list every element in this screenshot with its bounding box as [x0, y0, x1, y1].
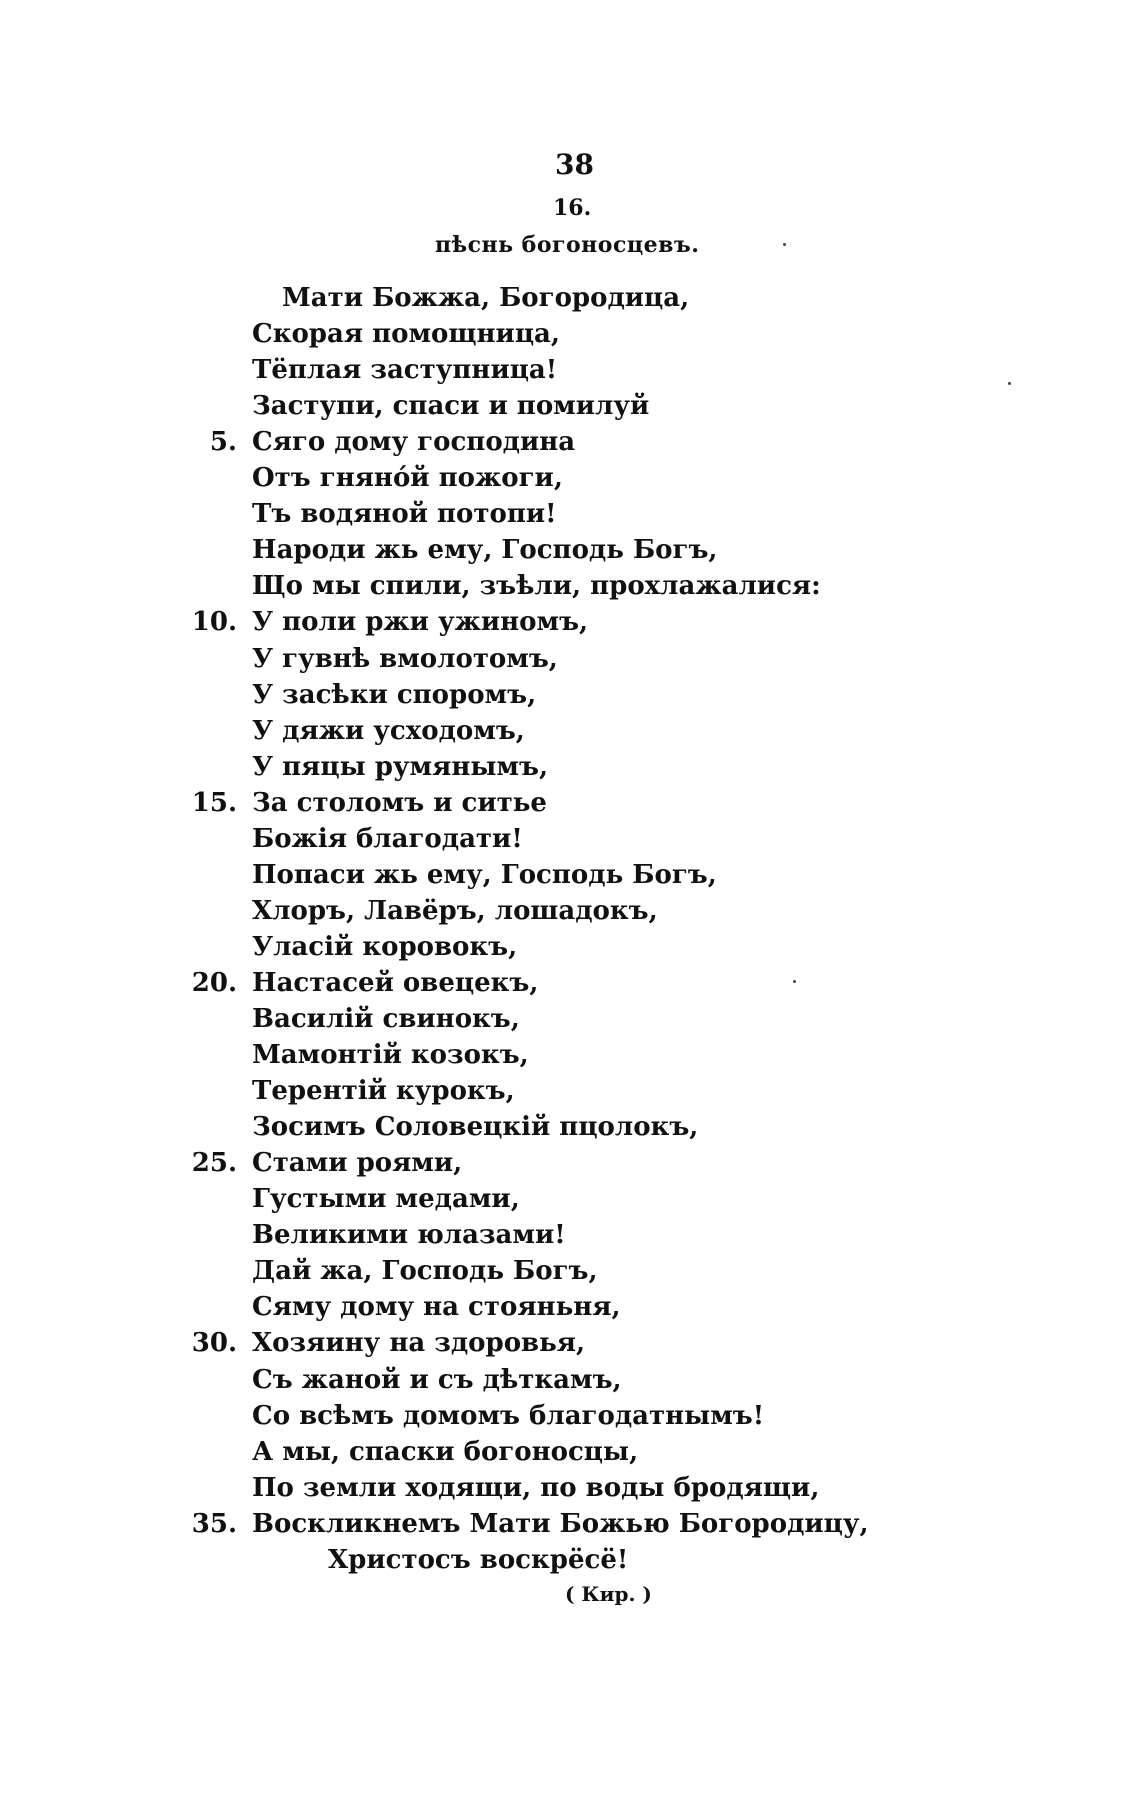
verse-line: А мы, спаски богоносцы, [252, 1437, 639, 1467]
verse-line: Великими юлазами! [252, 1220, 566, 1250]
verse-line: Сяго дому господина [252, 427, 576, 457]
verse-line: По земли ходящи, по воды бродящи, [252, 1473, 820, 1503]
song-number: 16. [553, 195, 592, 221]
verse-line: Хлоръ, Лавёръ, лошадокъ, [252, 896, 658, 926]
line-number: 15. [191, 788, 237, 818]
verse-line: У гувнѣ вмолотомъ, [252, 644, 558, 674]
verse-line: Що мы спили, зъѣли, прохлажалися: [252, 571, 821, 601]
verse-line: Божія благодати! [252, 824, 523, 854]
verse-line: Настасей овецекъ, [252, 968, 539, 998]
verse-line: Тъ водяной потопи! [252, 499, 557, 529]
verse-line: Попаси жь ему, Господь Богъ, [252, 860, 717, 890]
verse-line: Василій свинокъ, [252, 1004, 520, 1034]
line-number: 20. [191, 968, 237, 998]
verse-line: Густыми медами, [252, 1184, 520, 1214]
line-number: 25. [191, 1148, 237, 1178]
verse-line: Отъ гнянóй пожоги, [252, 463, 563, 493]
verse-line: Мамонтій козокъ, [252, 1040, 529, 1070]
verse-line: Стами роями, [252, 1148, 463, 1178]
source-note: ( Кир. ) [565, 1582, 652, 1606]
verse-line: Со всѣмъ домомъ благодатнымъ! [252, 1401, 765, 1431]
verse-line: Тёплая заступница! [252, 355, 558, 385]
song-title: пѣснь богоносцевъ. [435, 232, 700, 258]
verse-line: Христосъ воскрёсё! [328, 1545, 629, 1575]
scan-speck [1008, 382, 1011, 385]
page-number: 38 [555, 148, 594, 181]
verse-line: Дай жа, Господь Богъ, [252, 1256, 598, 1286]
verse-line: Заступи, спаси и помилуй [252, 391, 650, 421]
verse-line: Терентій курокъ, [252, 1076, 515, 1106]
verse-line: Хозяину на здоровья, [252, 1328, 586, 1358]
verse-line: Съ жаной и съ дѣткамъ, [252, 1365, 622, 1395]
verse-line: Скорая помощница, [252, 319, 560, 349]
verse-line: Мати Божжа, Богородица, [282, 283, 690, 313]
verse-line: За столомъ и ситье [252, 788, 547, 818]
verse-line: Уласій коровокъ, [252, 932, 518, 962]
verse-line: Зосимъ Соловецкій пцолокъ, [252, 1112, 699, 1142]
verse-line: Сяму дому на стояньня, [252, 1292, 621, 1322]
line-number: 30. [191, 1328, 237, 1358]
verse-line: Народи жь ему, Господь Богъ, [252, 535, 718, 565]
verse-line: У засѣки споромъ, [252, 680, 537, 710]
scan-speck [793, 980, 796, 983]
verse-line: У пяцы румянымъ, [252, 752, 549, 782]
scan-speck [783, 243, 786, 246]
verse-line: Воскликнемъ Мати Божью Богородицу, [252, 1509, 869, 1539]
line-number: 5. [209, 427, 237, 457]
verse-line: У дяжи усходомъ, [252, 716, 525, 746]
verse-line: У поли ржи ужиномъ, [252, 607, 589, 637]
line-number: 35. [191, 1509, 237, 1539]
line-number: 10. [191, 607, 237, 637]
